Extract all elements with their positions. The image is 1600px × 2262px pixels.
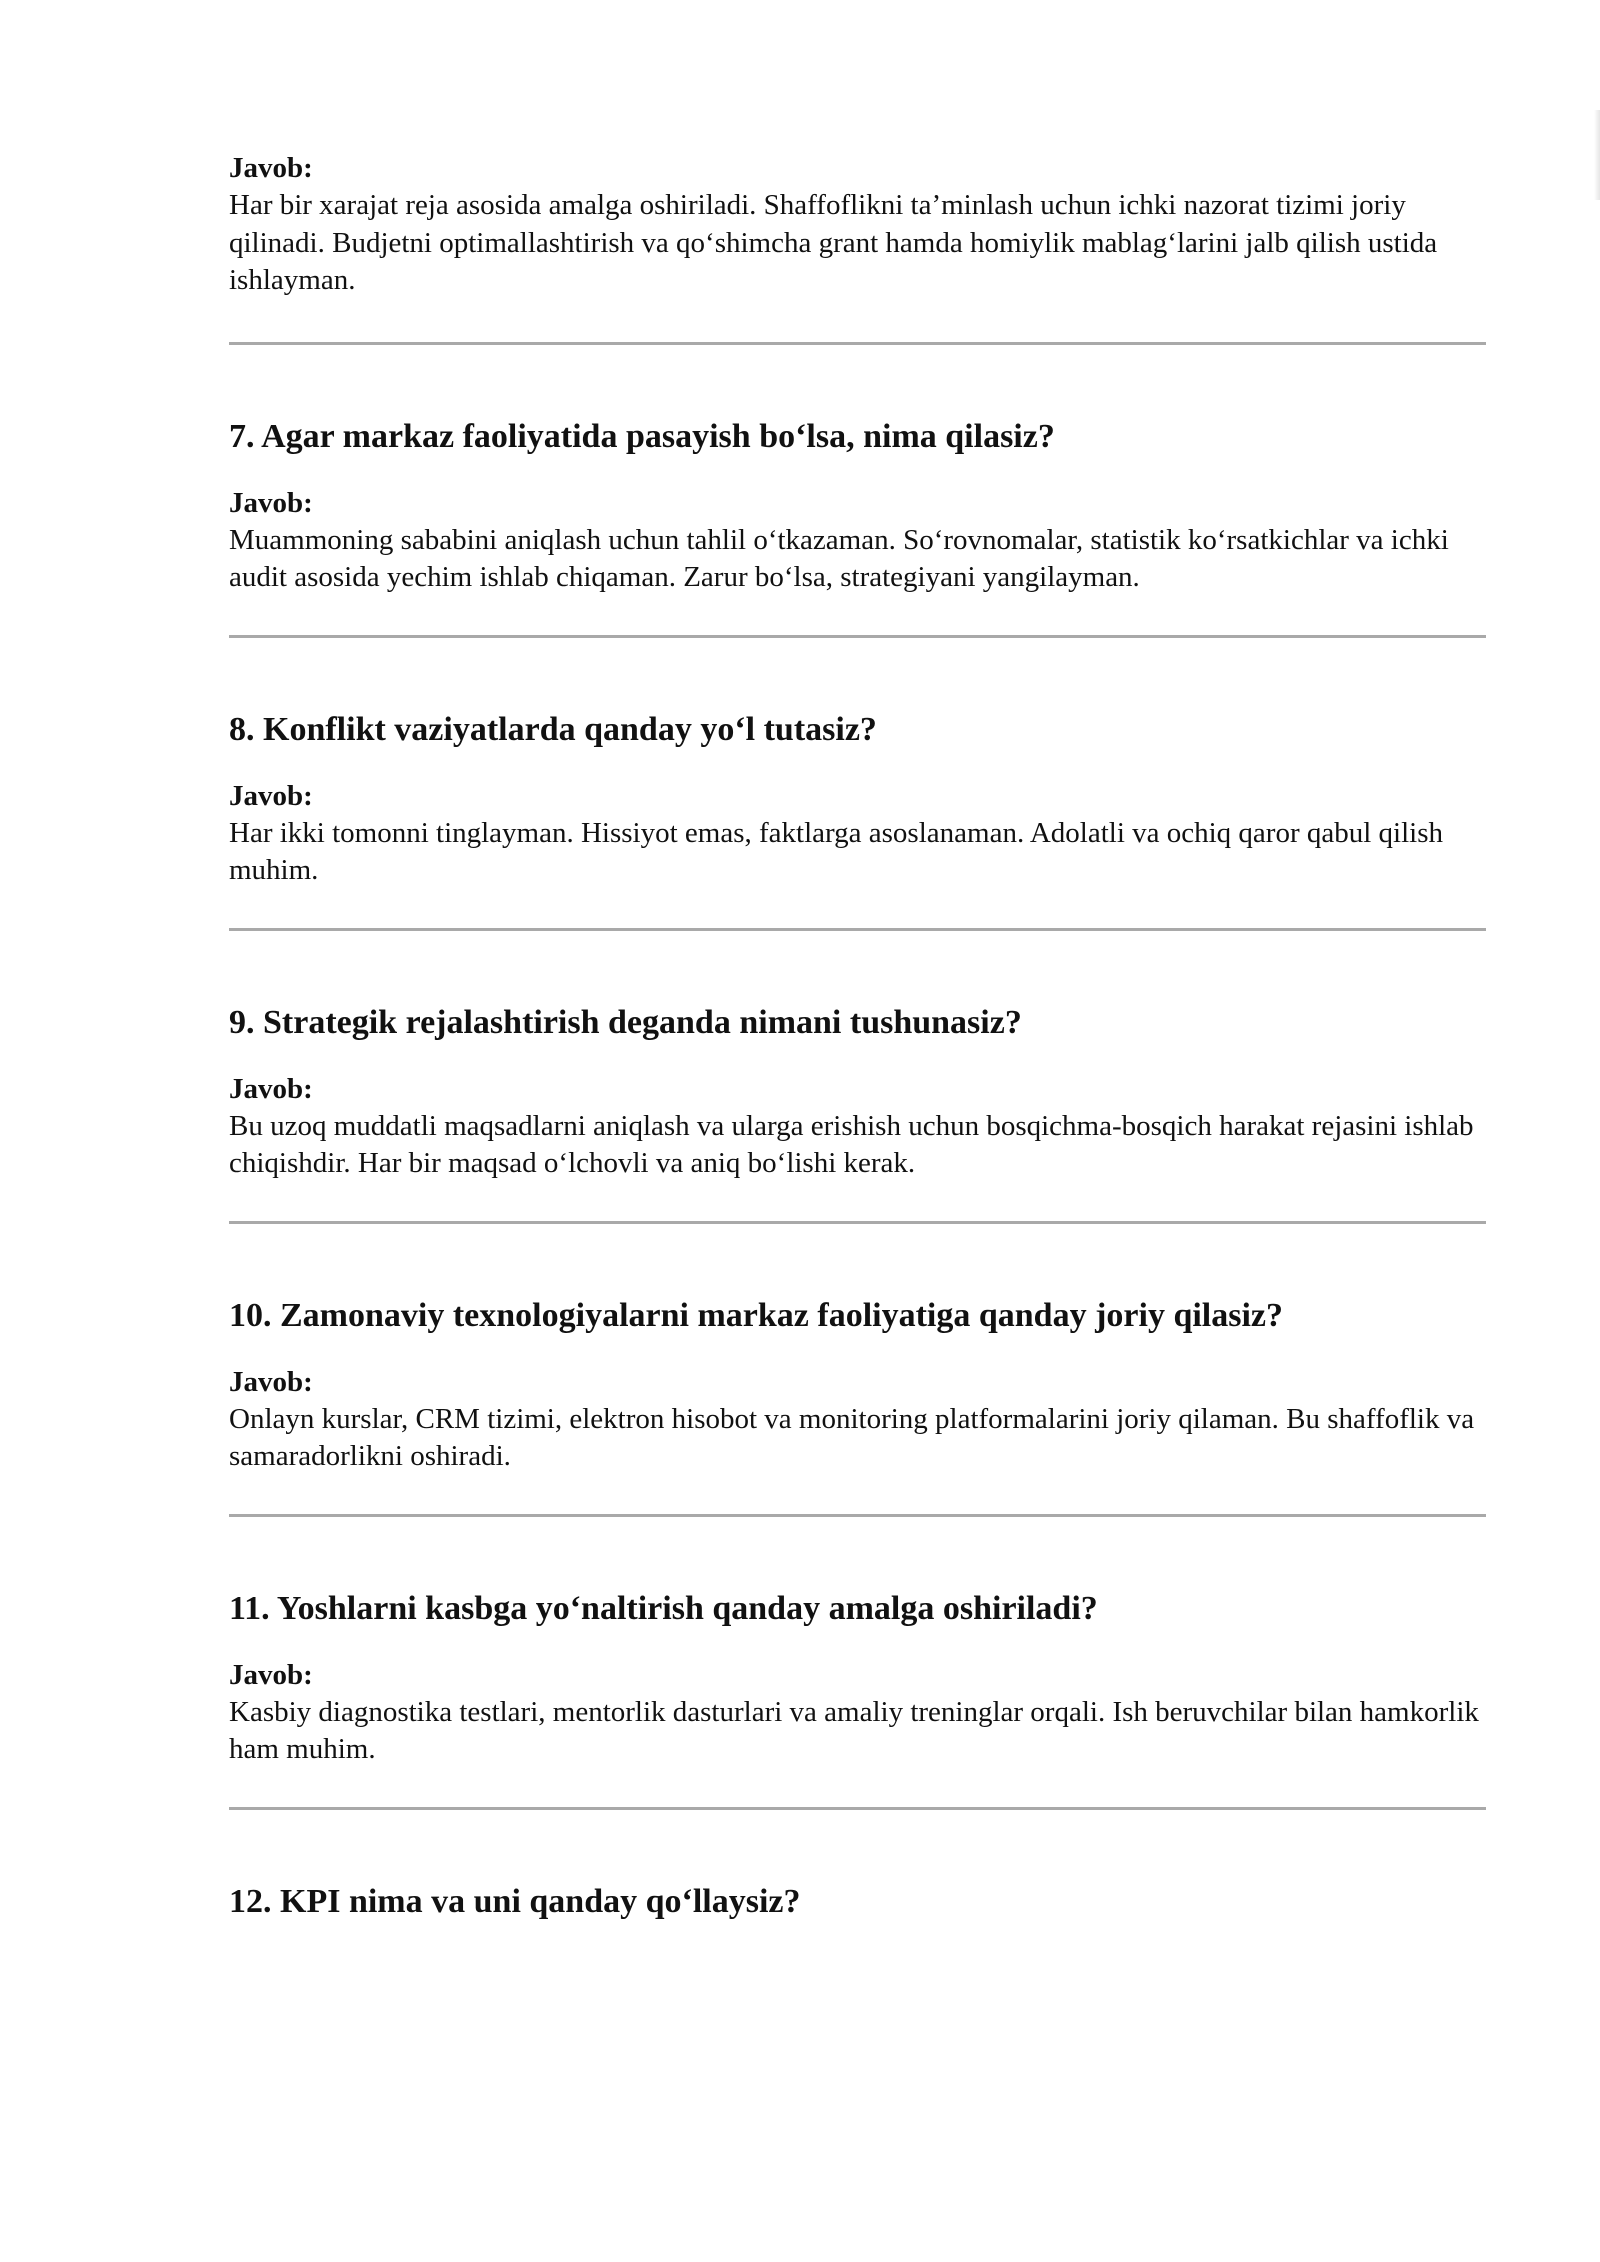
answer-text: Kasbiy diagnostika testlari, mentorlik dasturlari va amaliy treninglar orqali. Ish beruvchilar bilan hamkorlik ham muhim. [229, 1695, 1479, 1765]
page-edge-shadow [1594, 110, 1600, 200]
document-page [229, 150, 1486, 1950]
section-divider [229, 1514, 1486, 1517]
question-block-9 [229, 1002, 1486, 1224]
answer-label: Javob: [229, 486, 313, 519]
question-heading: 11. Yoshlarni kasbga yo‘naltirish qanday amalga oshiriladi? [229, 1589, 1098, 1627]
answer-text: Har bir xarajat reja asosida amalga oshiriladi. Shaffoflikni ta’minlash uchun ichki nazorat tizimi joriy qilinadi. Budjetni optimallashtirish va qo‘shimcha grant hamda homiylik mablag‘larini jalb qilish ustida ishlayman. [229, 189, 1438, 296]
section-divider [229, 1807, 1486, 1810]
question-block-12 [229, 1881, 1486, 1923]
question-block-8 [229, 709, 1486, 931]
answer-text: Bu uzoq muddatli maqsadlarni aniqlash va ularga erishish uchun bosqichma-bosqich harakat rejasini ishlab chiqishdir. Har bir maqsad o‘lchovli va aniq bo‘lishi kerak. [229, 1109, 1474, 1179]
answer-label: Javob: [229, 1072, 313, 1105]
question-block-10 [229, 1295, 1486, 1517]
question-heading: 10. Zamonaviy texnologiyalarni markaz faoliyatiga qanday joriy qilasiz? [229, 1296, 1284, 1334]
section-divider [229, 1221, 1486, 1224]
answer-text: Muammoning sababini aniqlash uchun tahlil o‘tkazaman. So‘rovnomalar, statistik ko‘rsatkichlar va ichki audit asosida yechim ishlab chiqaman. Zarur bo‘lsa, strategiyani yangilayman. [229, 523, 1449, 593]
question-heading: 8. Konflikt vaziyatlarda qanday yo‘l tutasiz? [229, 710, 877, 748]
answer-text: Onlayn kurslar, CRM tizimi, elektron hisobot va monitoring platformalarini joriy qilaman. Bu shaffoflik va samaradorlikni oshiradi. [229, 1402, 1475, 1472]
section-divider [229, 635, 1486, 638]
question-heading: 12. KPI nima va uni qanday qo‘llaysiz? [229, 1882, 801, 1920]
question-block-11 [229, 1588, 1486, 1810]
question-block-7 [229, 416, 1486, 638]
answer-text: Har ikki tomonni tinglayman. Hissiyot emas, faktlarga asoslanaman. Adolatli va ochiq qaror qabul qilish muhim. [229, 816, 1444, 886]
answer-label: Javob: [229, 152, 313, 184]
section-divider [229, 928, 1486, 931]
answer-block-6 [229, 150, 1486, 345]
answer-label: Javob: [229, 1658, 313, 1691]
question-heading: 9. Strategik rejalashtirish deganda nimani tushunasiz? [229, 1003, 1022, 1041]
answer-label: Javob: [229, 1365, 313, 1398]
question-heading: 7. Agar markaz faoliyatida pasayish bo‘lsa, nima qilasiz? [229, 417, 1055, 455]
answer-label: Javob: [229, 779, 313, 812]
section-divider [229, 342, 1486, 345]
